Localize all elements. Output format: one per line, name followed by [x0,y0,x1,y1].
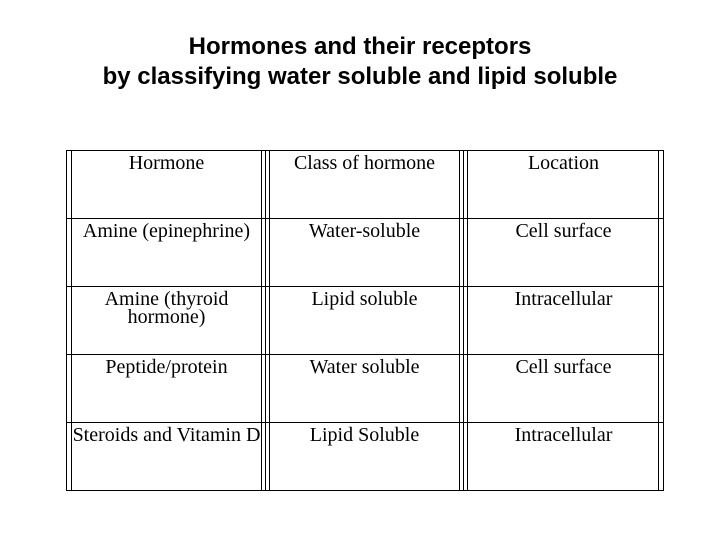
header-location: Location [527,152,600,174]
table-cell: Cell surface [515,356,612,378]
table-cell: Intracellular [514,424,613,446]
header-class: Class of hormone [293,152,436,174]
table-cell: Lipid Soluble [309,424,420,446]
header-hormone: Hormone [128,152,205,174]
row-divider-3 [67,354,663,355]
row-divider-1 [67,218,663,219]
column-divider-2a [459,151,460,490]
table-cell: Cell surface [515,220,612,242]
slide-title [0,32,720,92]
column-divider-1b [265,151,266,490]
hormone-table [66,150,664,491]
table-cell: Intracellular [514,288,613,310]
table-cell: Amine (epinephrine) [82,220,251,242]
table-cell: Amine (thyroid hormone) [104,288,229,328]
table-cell: Steroids and Vitamin D [72,424,261,446]
row-divider-4 [67,422,663,423]
table-cell: Lipid soluble [311,288,418,310]
table-cell: Water-soluble [308,220,421,242]
row-divider-2 [67,286,663,287]
column-divider-2b [463,151,464,490]
table-cell: Water soluble [309,356,420,378]
title-line-2: by classifying water soluble and lipid soluble [102,63,618,90]
title-line-1: Hormones and their receptors [188,33,532,60]
table-cell: Peptide/protein [105,356,228,378]
column-divider-1a [261,151,262,490]
